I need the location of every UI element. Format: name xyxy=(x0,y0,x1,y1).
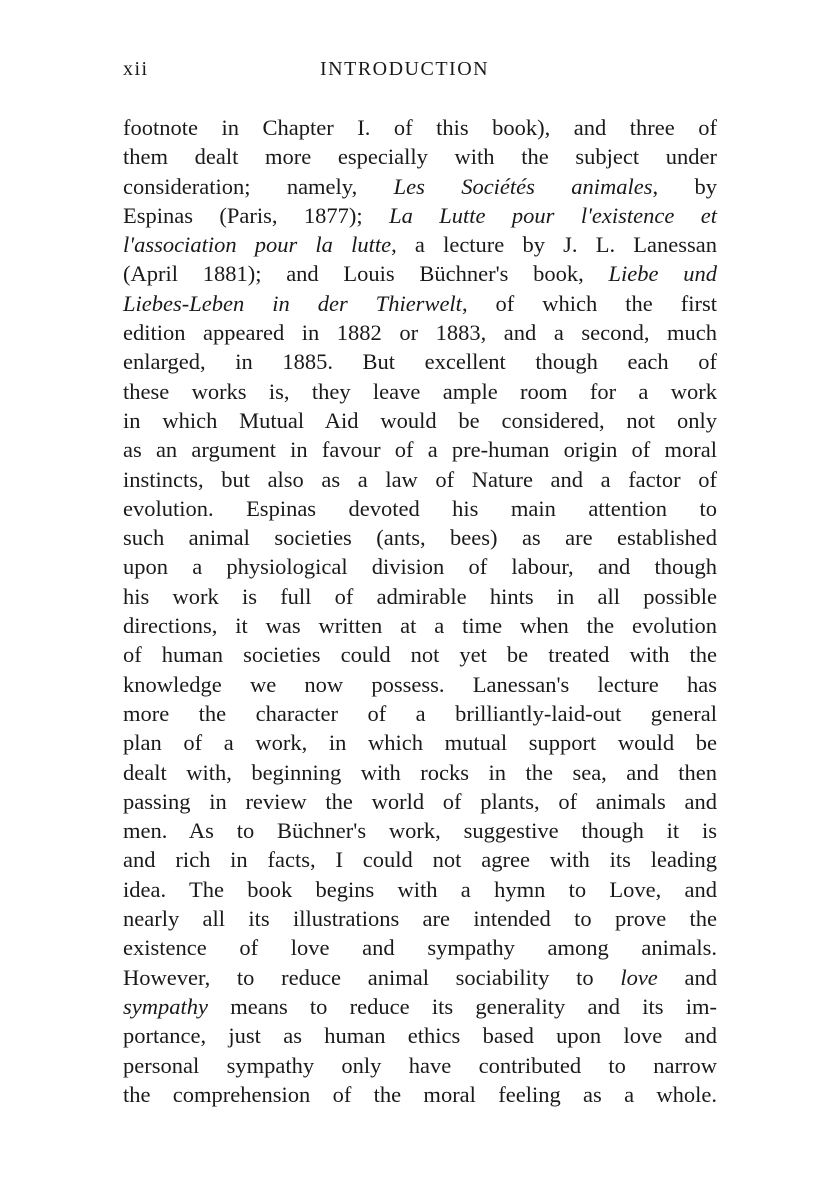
text-fragment: upon a physiological division of labour, and though xyxy=(123,554,717,580)
text-line xyxy=(123,845,717,874)
text-fragment: Espinas (Paris, 1877); xyxy=(123,202,390,228)
text-line xyxy=(123,1021,717,1050)
text-line xyxy=(123,816,717,845)
text-line xyxy=(123,347,717,376)
italic-title-fragment: l'association pour la lutte xyxy=(123,232,392,258)
text-fragment: and xyxy=(657,964,717,990)
text-fragment: men. As to Büchner's work, suggestive though it is xyxy=(123,818,717,844)
text-fragment: instincts, but also as a law of Nature and a factor of xyxy=(123,466,717,492)
text-fragment: edition appeared in 1882 or 1883, and a second, much xyxy=(123,320,717,346)
text-line xyxy=(123,230,717,259)
text-line xyxy=(123,465,717,494)
text-line xyxy=(123,699,717,728)
text-line xyxy=(123,318,717,347)
text-line xyxy=(123,963,717,992)
text-line xyxy=(123,113,717,142)
text-line xyxy=(123,787,717,816)
text-fragment: evolution. Espinas devoted his main attention to xyxy=(123,495,717,521)
chapter-title: INTRODUCTION xyxy=(320,58,490,80)
text-line xyxy=(123,435,717,464)
text-fragment: the comprehension of the moral feeling as a whole. xyxy=(123,1081,717,1107)
text-fragment: existence of love and sympathy among animals. xyxy=(123,935,717,961)
text-fragment: footnote in Chapter I. of this book), and three of xyxy=(123,115,717,140)
text-fragment: more the character of a brilliantly-laid-out general xyxy=(123,700,717,726)
text-fragment: , a lecture by J. L. Lanessan xyxy=(391,232,717,258)
text-fragment: nearly all its illustrations are intended to prove the xyxy=(123,906,717,932)
text-line xyxy=(123,552,717,581)
text-fragment: However, to reduce animal sociability to xyxy=(123,964,621,990)
text-fragment: idea. The book begins with a hymn to Love, and xyxy=(123,876,717,902)
text-fragment: dealt with, beginning with rocks in the sea, and then xyxy=(123,759,717,785)
text-fragment: means to reduce its generality and its im- xyxy=(207,993,717,1019)
text-fragment: portance, just as human ethics based upon love and xyxy=(123,1023,717,1049)
text-fragment: these works is, they leave ample room for a work xyxy=(123,378,717,404)
text-fragment: them dealt more especially with the subject under xyxy=(123,144,717,170)
text-line xyxy=(123,758,717,787)
page-number: xii xyxy=(123,58,149,80)
text-line xyxy=(123,992,717,1021)
italic-title-fragment: La Lutte pour l'existence et xyxy=(389,202,718,228)
text-fragment: and rich in facts, I could not agree with its leading xyxy=(123,847,717,873)
text-line xyxy=(123,933,717,962)
text-fragment: knowledge we now possess. Lanessan's lecture has xyxy=(123,671,717,697)
text-fragment: consideration; namely, xyxy=(123,173,394,199)
book-page xyxy=(123,58,717,1109)
text-line xyxy=(123,406,717,435)
running-head xyxy=(123,58,717,92)
text-fragment: enlarged, in 1885. But excellent though each of xyxy=(123,349,717,375)
text-fragment: , by xyxy=(652,173,717,199)
text-fragment: , of which the first xyxy=(461,290,717,316)
italic-title-fragment: sympathy xyxy=(123,993,208,1019)
text-fragment: of human societies could not yet be treated with the xyxy=(123,642,717,668)
text-line xyxy=(123,904,717,933)
text-line xyxy=(123,523,717,552)
text-line xyxy=(123,1080,717,1109)
text-line xyxy=(123,875,717,904)
text-fragment: his work is full of admirable hints in all possible xyxy=(123,583,717,609)
text-fragment: plan of a work, in which mutual support would be xyxy=(123,730,717,756)
italic-title-fragment: Liebe und xyxy=(608,261,717,287)
text-fragment: passing in review the world of plants, of animals and xyxy=(123,788,717,814)
text-line xyxy=(123,670,717,699)
text-line xyxy=(123,611,717,640)
text-fragment: as an argument in favour of a pre-human origin of moral xyxy=(123,437,717,463)
text-line xyxy=(123,377,717,406)
text-line xyxy=(123,494,717,523)
text-line xyxy=(123,142,717,171)
italic-title-fragment: love xyxy=(620,964,658,990)
text-line xyxy=(123,201,717,230)
text-line xyxy=(123,289,717,318)
text-fragment: (April 1881); and Louis Büchner's book, xyxy=(123,261,609,287)
text-line xyxy=(123,172,717,201)
italic-title-fragment: Liebes-Leben in der Thierwelt xyxy=(123,290,462,316)
text-line xyxy=(123,259,717,288)
text-line xyxy=(123,582,717,611)
italic-title-fragment: Les Sociétés animales xyxy=(393,173,653,199)
text-fragment: personal sympathy only have contributed to narrow xyxy=(123,1052,717,1078)
text-line xyxy=(123,728,717,757)
body-text xyxy=(123,113,717,1109)
text-line xyxy=(123,640,717,669)
text-fragment: directions, it was written at a time when the evolution xyxy=(123,613,717,639)
text-fragment: such animal societies (ants, bees) as are established xyxy=(123,525,717,551)
text-line xyxy=(123,1051,717,1080)
text-fragment: in which Mutual Aid would be considered, not only xyxy=(123,407,717,433)
